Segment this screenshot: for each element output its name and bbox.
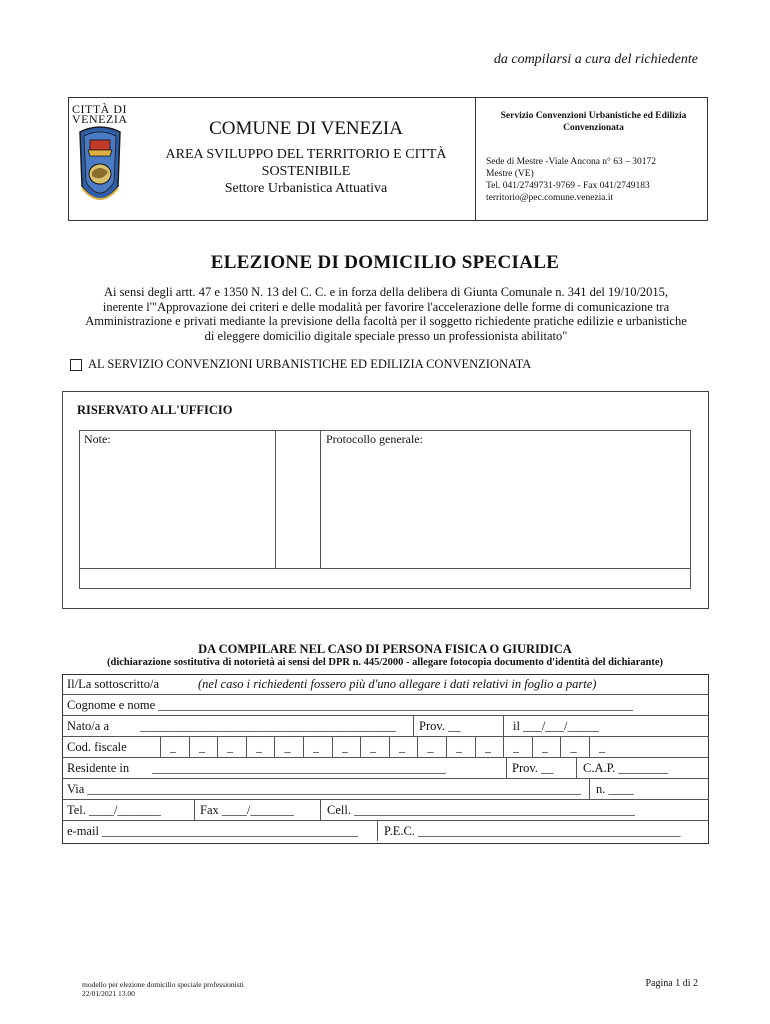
- cod-fiscale-char-box[interactable]: _: [456, 740, 463, 754]
- cod-fiscale-cell-divider: [332, 737, 333, 757]
- cod-fiscale-cell-divider: [446, 737, 447, 757]
- cell-divider: [503, 716, 504, 736]
- area-line1: AREA SVILUPPO DEL TERRITORIO E CITTÀ: [165, 147, 447, 162]
- cod-fiscale-cell-divider: [274, 737, 275, 757]
- cell-divider: [377, 821, 378, 841]
- form-row-cognome[interactable]: [62, 695, 709, 716]
- office-divider: [275, 430, 276, 568]
- cod-fiscale-cell-divider: [532, 737, 533, 757]
- cod-fiscale-char-box[interactable]: _: [570, 740, 577, 754]
- area-line2: SOSTENIBILE: [261, 164, 351, 179]
- form-row-contacts: [62, 800, 709, 821]
- residence-province-field[interactable]: Prov. __: [512, 761, 554, 775]
- cod-fiscale-cell-divider: [503, 737, 504, 757]
- footer-date: 22/01/2021 13.00: [82, 989, 135, 998]
- office-address: Sede di Mestre -Viale Ancona n° 63 – 30172: [486, 157, 656, 167]
- compilation-note: da compilarsi a cura del richiedente: [493, 52, 698, 67]
- service-contact-block: [486, 110, 701, 204]
- form-row-email: [62, 821, 709, 842]
- service-checkbox[interactable]: [70, 359, 82, 371]
- header-divider: [475, 97, 476, 221]
- birthplace-field[interactable]: _________________________________________: [140, 719, 397, 733]
- intro-line: Amministrazione e privati mediante la previsione della facoltà per il soggetto richiedente pratiche edilizie e urbanistiche: [85, 314, 687, 329]
- email-field[interactable]: e-mail _________________________________________: [67, 824, 359, 838]
- cod-fiscale-char-box[interactable]: _: [398, 740, 406, 754]
- birth-province-field[interactable]: Prov. __: [419, 719, 461, 733]
- intro-line: di eleggere domicilio digitale speciale presso un professionista abilitato": [204, 328, 568, 343]
- cod-fiscale-char-box[interactable]: _: [227, 740, 234, 754]
- cod-fiscale-char-box[interactable]: _: [599, 740, 606, 754]
- cod-fiscale-cell-divider: [189, 737, 190, 757]
- cod-fiscale-cell-divider: [360, 737, 361, 757]
- office-inner-box: [79, 430, 691, 589]
- form-row-nato: [62, 716, 709, 737]
- coat-of-arms-icon: [72, 126, 128, 214]
- footer-model-name: modello per elezione domicilio speciale professionisti: [82, 980, 244, 989]
- cod-fiscale-cell-divider: [389, 737, 390, 757]
- section-title: DA COMPILARE NEL CASO DI PERSONA FISICA O GIURIDICA: [198, 642, 572, 656]
- cod-fiscale-char-box[interactable]: _: [427, 740, 434, 754]
- office-phone: Tel. 041/2749731-9769 - Fax 041/2749183: [486, 181, 650, 191]
- institution-block: [140, 118, 472, 197]
- form-row-codice-fiscale: [62, 737, 709, 758]
- cod-fiscale-char-box[interactable]: _: [255, 740, 263, 754]
- protocol-field-label: Protocollo generale:: [326, 432, 423, 446]
- cod-fiscale-char-box[interactable]: _: [170, 740, 177, 754]
- cod-fiscale-char-box[interactable]: _: [484, 740, 491, 754]
- form-row-residente: [62, 758, 709, 779]
- notes-field-label: Note:: [84, 432, 111, 446]
- document-title: ELEZIONE DI DOMICILIO SPECIALE: [210, 252, 560, 273]
- cod-fiscale-label: Cod. fiscale: [67, 740, 127, 754]
- street-number-field[interactable]: n. ____: [596, 782, 634, 796]
- cod-fiscale-char-box[interactable]: _: [284, 740, 291, 754]
- office-city: Mestre (VE): [486, 169, 534, 179]
- office-email: territorio@pec.comune.venezia.it: [486, 193, 614, 203]
- cell-divider: [194, 800, 195, 820]
- office-divider: [320, 430, 321, 568]
- cap-field[interactable]: C.A.P. ________: [583, 761, 669, 775]
- office-divider: [79, 568, 691, 569]
- cell-divider: [589, 779, 590, 799]
- telephone-field[interactable]: Tel. ____/_______: [67, 803, 162, 817]
- nato-label: Nato/a a: [67, 719, 109, 733]
- cod-fiscale-char-box[interactable]: _: [370, 740, 377, 754]
- service-checkbox-row[interactable]: [70, 357, 531, 372]
- cod-fiscale-char-box[interactable]: _: [513, 740, 520, 754]
- cod-fiscale-cell-divider: [560, 737, 561, 757]
- cod-fiscale-cell-divider: [217, 737, 218, 757]
- birthdate-field[interactable]: il ___/___/_____: [513, 719, 599, 733]
- cod-fiscale-char-box[interactable]: _: [198, 740, 205, 754]
- office-reserved-title: RISERVATO ALL'UFFICIO: [77, 403, 233, 417]
- intro-line: inerente l'"Approvazione dei criteri e delle modalità per favorire l'accelerazione delle forme di comunicazione tra: [102, 299, 670, 314]
- cod-fiscale-cell-divider: [475, 737, 476, 757]
- logo-text-line1: CITTÀ DI: [72, 102, 127, 116]
- form-row-sottoscritto: [62, 674, 709, 695]
- cod-fiscale-cell-divider: [246, 737, 247, 757]
- cell-divider: [320, 800, 321, 820]
- pec-field[interactable]: P.E.C. __________________________________________: [384, 824, 681, 838]
- fax-field[interactable]: Fax ____/_______: [200, 803, 295, 817]
- cod-fiscale-char-box[interactable]: _: [341, 740, 348, 754]
- residente-label: Residente in: [67, 761, 130, 775]
- venice-logo: [72, 104, 132, 214]
- document-footer: [82, 980, 244, 998]
- cell-divider: [576, 758, 577, 778]
- cod-fiscale-cell-divider: [417, 737, 418, 757]
- cell-divider: [506, 758, 507, 778]
- mobile-field[interactable]: Cell. _____________________________________________: [327, 803, 636, 817]
- section-subtitle: (dichiarazione sostitutiva di notorietà ai sensi del DPR n. 445/2000 - allegare fotocopia documento d'identità del dichiarante): [107, 657, 663, 668]
- street-field[interactable]: Via _______________________________________________________________________________: [67, 782, 582, 796]
- sottoscritto-note: (nel caso i richiedenti fossero più d'uno allegare i dati relativi in foglio a parte): [198, 677, 597, 691]
- cod-fiscale-cell-divider: [589, 737, 590, 757]
- comune-title: COMUNE DI VENEZIA: [209, 118, 403, 139]
- form-row-via: [62, 779, 709, 800]
- cod-fiscale-char-box[interactable]: _: [541, 740, 549, 754]
- service-checkbox-label: AL SERVIZIO CONVENZIONI URBANISTICHE ED EDILIZIA CONVENZIONATA: [88, 357, 532, 371]
- cod-fiscale-char-box[interactable]: _: [313, 740, 320, 754]
- service-name: Servizio Convenzioni Urbanistiche ed Edilizia Convenzionata: [500, 111, 687, 133]
- intro-paragraph: [66, 285, 706, 343]
- sottoscritto-label: Il/La sottoscritto/a: [67, 677, 159, 691]
- cognome-field[interactable]: Cognome e nome ____________________________________________________________________________: [67, 698, 634, 712]
- cod-fiscale-cell-divider: [160, 737, 161, 757]
- intro-line: Ai sensi degli artt. 47 e 1350 N. 13 del C. C. e in forza della delibera di Giunta Comunale n. 341 del 19/10/2015,: [103, 285, 669, 299]
- cell-divider: [413, 716, 414, 736]
- page-number: Pagina 1 di 2: [645, 978, 698, 989]
- residence-field[interactable]: _______________________________________________: [152, 761, 446, 775]
- logo-text-line2: VENEZIA: [72, 112, 128, 126]
- cod-fiscale-cell-divider: [303, 737, 304, 757]
- settore: Settore Urbanistica Attuativa: [224, 181, 388, 196]
